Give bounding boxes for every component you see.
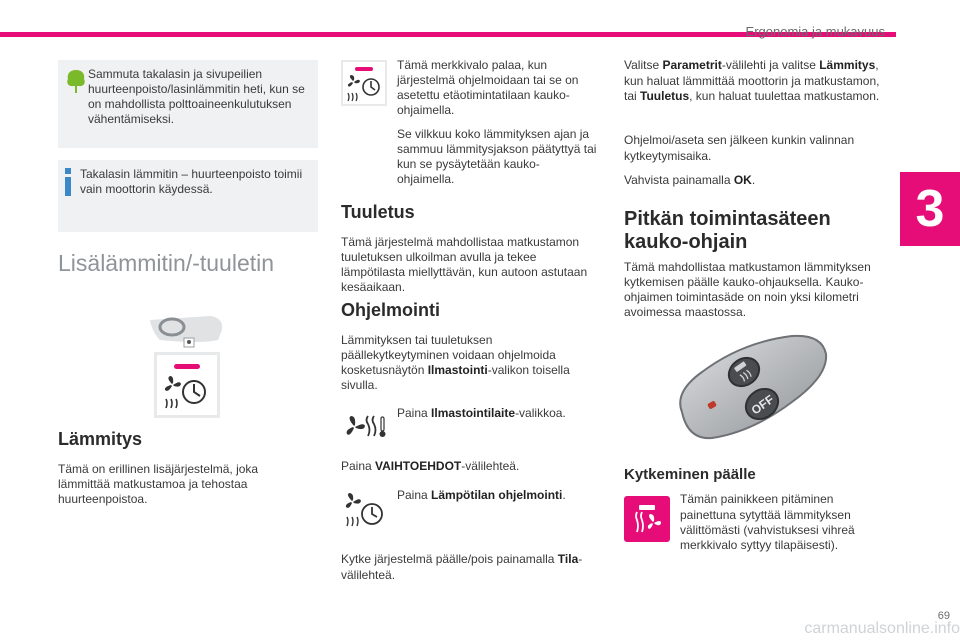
heating-fan-icon: [632, 504, 662, 534]
svg-text:OFF: OFF: [748, 392, 777, 418]
eco-note-box: [58, 60, 318, 148]
step-press-air-conditioning: Paina Ilmastointilaite-valikkoa.: [397, 406, 566, 420]
programming-text: Lämmityksen tai tuuletuksen päällekytkeytyminen voidaan ohjelmoida kosketusnäytön Ilmastointi-valikon toisella sivulla.: [341, 333, 570, 392]
fan-clock-icon: [162, 374, 212, 410]
indicator-lamp-small: [355, 67, 373, 71]
step-toggle-system: Kytke järjestelmä päälle/pois painamalla Tila-välilehteä.: [341, 552, 583, 582]
info-icon: [62, 168, 74, 196]
heating-heading: Lämmitys: [58, 429, 143, 449]
indicator-lamp: [174, 364, 200, 369]
heater-panel-illustration: [154, 352, 220, 418]
step-press-temperature-programming: Paina Lämpötilan ohjelmointi.: [397, 488, 566, 502]
air-conditioning-icon: [344, 414, 388, 440]
page-number: 69: [937, 610, 950, 622]
lamp-text-2: Se vilkkuu koko lämmityksen ajan ja sammuu lämmitysjakson päätyttyä tai kun se pysäytetään kauko-ohjaimella.: [397, 127, 597, 186]
info-note-text: Takalasin lämmitin – huurteenpoisto toimii vain moottorin käydessä.: [80, 167, 303, 196]
eco-note-text: Sammuta takalasin ja sivupeilien huurteenpoisto/lasinlämmitin heti, kun se on mahdollista polttoaineenkulutuksen vähentämiseksi.: [88, 67, 305, 126]
heater-lamp-icon-box: [341, 60, 387, 106]
dashboard-illustration: [150, 312, 228, 348]
heating-on-button-icon: [624, 496, 670, 542]
step-confirm-ok: Vahvista painamalla OK.: [624, 173, 756, 187]
ventilation-heading: Tuuletus: [341, 202, 415, 222]
lamp-text-1: Tämä merkkivalo palaa, kun järjestelmä ohjelmoidaan tai se on asetettu etäotimintatilaan kauko-ohjaimella.: [397, 58, 579, 117]
info-note-box: [58, 160, 318, 232]
step-set-time: Ohjelmoi/aseta sen jälkeen kunkin valinnan kytkeytymisaika.: [624, 133, 855, 163]
switch-on-heading: Kytkeminen päälle: [624, 466, 756, 483]
watermark: carmanualsonline.info: [804, 620, 960, 637]
remote-text: Tämä mahdollistaa matkustamon lämmityksen kytkemisen päälle kauko-ohjauksella. Kauko-ohjaimen toimintasäde on noin yksi kilometri avoimessa maastossa.: [624, 260, 871, 319]
temperature-programming-icon: [344, 492, 384, 528]
heating-text: Tämä on erillinen lisäjärjestelmä, joka lämmittää matkustamoa ja tehostaa huurteenpoistoa.: [58, 462, 259, 506]
heater-clock-icon: [345, 73, 383, 103]
ventilation-text: Tämä järjestelmä mahdollistaa matkustamon tuuletuksen ulkoilman avulla ja tekee lämpötilasta miellyttävän, kun autoon astutaan kesäaikaan.: [341, 235, 588, 294]
section-title: Lisälämmitin/-tuuletin: [58, 250, 275, 276]
switch-on-text: Tämän painikkeen pitäminen painettuna sytyttää lämmityksen välittömästi (vahvistuksesi vihreä merkkivalo syttyy tilapäisesti).: [680, 492, 855, 552]
programming-heading: Ohjelmointi: [341, 300, 440, 320]
running-header: Ergonomia ja mukavuus: [745, 24, 885, 39]
chapter-tab: 3: [900, 172, 960, 246]
remote-control-illustration: [672, 332, 832, 444]
leaf-icon: [65, 68, 87, 94]
remote-heading: Pitkän toimintasäteen kauko-ohjain: [624, 208, 831, 253]
step-press-options: Paina VAIHTOEHDOT-välilehteä.: [341, 459, 520, 473]
step-select-parameters: Valitse Parametrit-välilehti ja valitse Lämmitys, kun haluat lämmittää moottorin ja matkustamon, tai Tuuletus, kun haluat tuulettaa matkustamon.: [624, 58, 880, 103]
